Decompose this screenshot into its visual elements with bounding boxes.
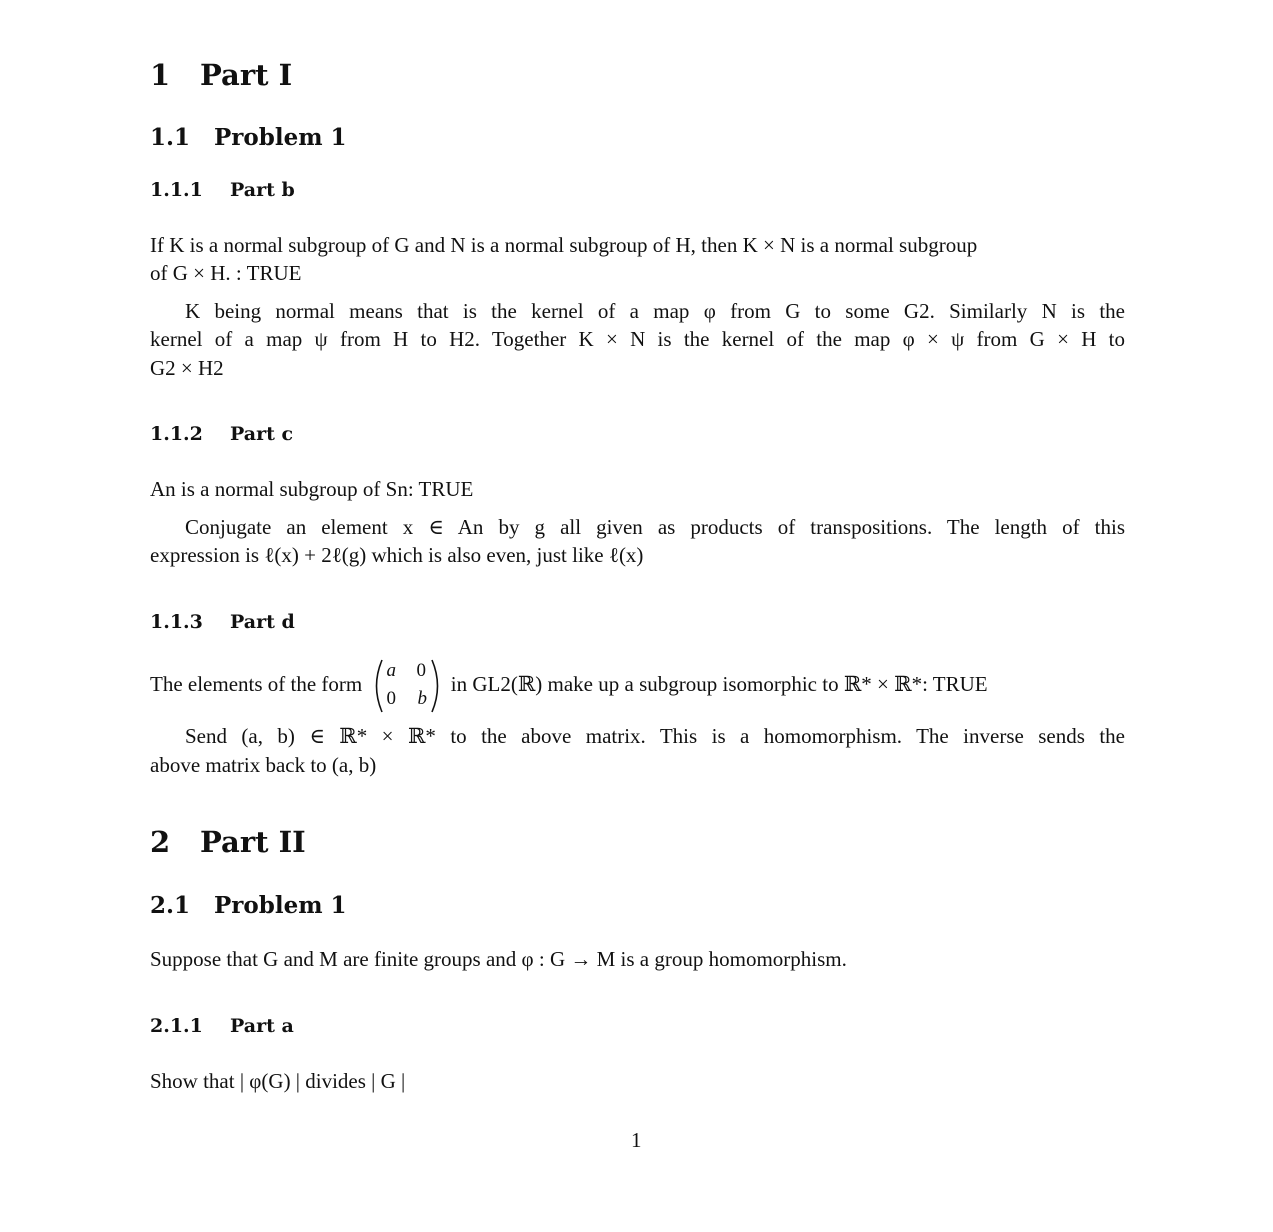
proof-text: G2 × H2 — [150, 356, 224, 380]
matrix-entry: a — [386, 660, 397, 682]
proof-text: expression is ℓ(x) + 2ℓ(g) which is also even, just like ℓ(x) — [150, 543, 644, 567]
subsubsection-heading — [150, 179, 295, 201]
page-number: 1 — [631, 1128, 642, 1152]
statement-text: of G × H. : TRUE — [150, 261, 302, 285]
subsection-heading — [150, 124, 347, 151]
proof-text: above matrix back to (a, b) — [150, 753, 377, 777]
statement-text: in GL2(ℝ) make up a subgroup isomorphic to ℝ* × ℝ*: TRUE — [450, 672, 988, 696]
intro-text: Suppose that G and M are finite groups and φ : G → M is a group homomorphism. — [150, 947, 847, 971]
proof-text: K being normal means that is the kernel of a map φ from G to some G2. Similarly N is the — [185, 299, 1125, 323]
subsection-heading — [150, 892, 347, 919]
matrix-entry: b — [417, 688, 428, 710]
section-heading — [150, 58, 292, 92]
statement-with-matrix — [150, 656, 988, 714]
subsubsection-heading — [150, 1015, 294, 1037]
subsubsection-title: Part a — [230, 1015, 294, 1037]
matrix-entry: 0 — [386, 688, 397, 710]
subsection-title: Problem 1 — [214, 892, 347, 919]
proof-text: kernel of a map ψ from H to H2. Together K × N is the kernel of the map φ × ψ from G × H to — [150, 327, 1125, 351]
subsection-number: 2.1 — [150, 892, 191, 919]
subsubsection-heading — [150, 611, 295, 633]
section-heading — [150, 825, 306, 859]
subsubsection-title: Part c — [230, 423, 294, 445]
section-number: 2 — [150, 825, 171, 859]
proof-text: Send (a, b) ∈ ℝ* × ℝ* to the above matrix. This is a homomorphism. The inverse sends the — [185, 724, 1125, 748]
matrix-parentheses — [372, 658, 442, 714]
statement-text: The elements of the form — [150, 672, 363, 696]
statement-text: Show that | φ(G) | divides | G | — [150, 1069, 406, 1093]
subsubsection-title: Part d — [230, 611, 295, 633]
statement-text: An is a normal subgroup of Sn: TRUE — [150, 477, 474, 501]
statement-text: If K is a normal subgroup of G and N is a normal subgroup of H, then K × N is a normal subgroup — [150, 233, 978, 257]
subsection-title: Problem 1 — [214, 124, 347, 151]
subsubsection-number: 1.1.1 — [150, 179, 203, 201]
section-number: 1 — [150, 58, 171, 92]
section-title: Part II — [200, 825, 306, 859]
proof-text: Conjugate an element x ∈ An by g all given as products of transpositions. The length of this — [185, 515, 1125, 539]
subsection-number: 1.1 — [150, 124, 191, 151]
subsubsection-heading — [150, 423, 293, 445]
matrix-entry: 0 — [416, 660, 427, 682]
subsubsection-number: 1.1.2 — [150, 423, 203, 445]
subsubsection-number: 1.1.3 — [150, 611, 203, 633]
subsubsection-number: 2.1.1 — [150, 1015, 203, 1037]
section-title: Part I — [200, 58, 293, 92]
subsubsection-title: Part b — [230, 179, 295, 201]
matrix — [372, 658, 442, 714]
